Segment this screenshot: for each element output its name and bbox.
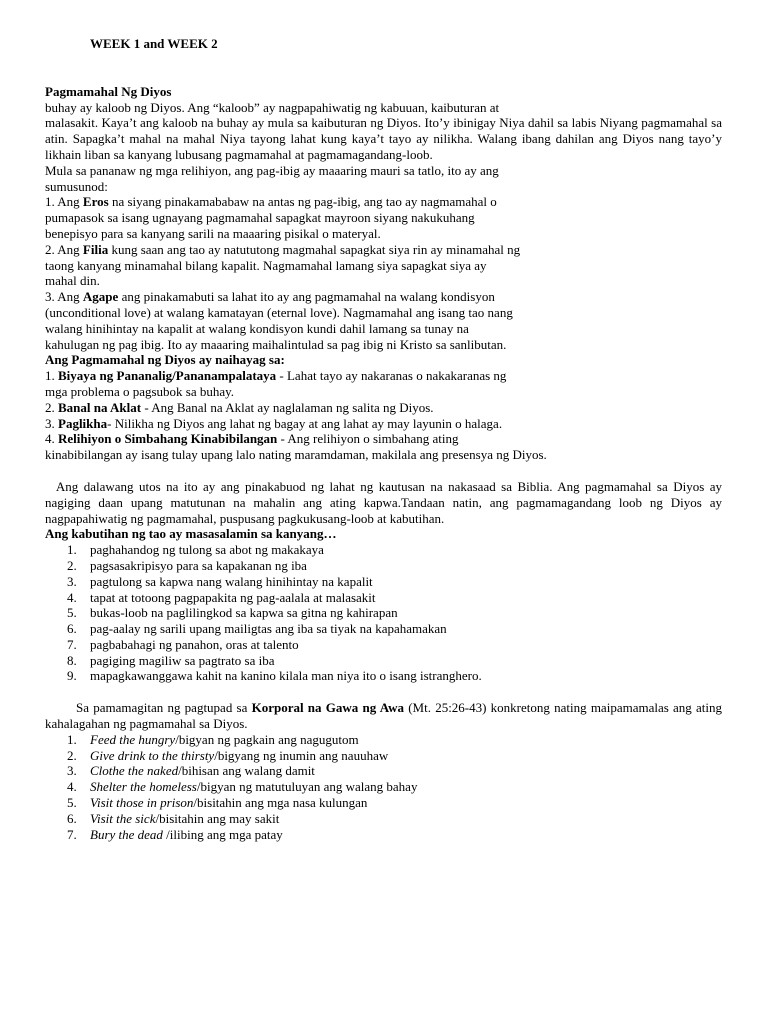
- list-number: 8.: [67, 652, 77, 668]
- list-item: [45, 795, 722, 811]
- list-number: 4.: [67, 589, 77, 605]
- list-number: 6.: [67, 810, 77, 826]
- tagalog-text: /ilibing ang mga patay: [166, 826, 283, 842]
- list-item: [45, 779, 722, 795]
- list-item: 2. Banal na Aklat - Ang Banal na Aklat ay naglalaman ng salita ng Diyos.: [45, 399, 434, 415]
- english-text: Visit those in prison: [90, 795, 194, 811]
- list-item-text: mapagkawanggawa kahit na kanino kilala man niya ito o isang istranghero.: [90, 668, 482, 684]
- list-item-text: pagiging magiliw sa pagtrato sa iba: [90, 652, 275, 668]
- paragraph-line: buhay ay kaloob ng Diyos. Ang “kaloob” ay nagpapahiwatig ng kabuuan, kaibuturan at: [45, 99, 500, 115]
- list-number: 7.: [67, 826, 77, 842]
- list-number: 3.: [67, 573, 77, 589]
- list-number: 9.: [67, 668, 77, 684]
- list-item: [45, 621, 722, 637]
- list-number: 2.: [67, 747, 77, 763]
- tagalog-text: /bisitahin ang may sakit: [155, 810, 280, 826]
- list-item: [45, 542, 722, 558]
- list-number: 2.: [67, 557, 77, 573]
- list-item-text: bukas-loob na paglilingkod sa kapwa sa gitna ng kahirapan: [90, 605, 398, 621]
- list-number: 5.: [67, 795, 77, 811]
- paragraph: Sa pamamagitan ng pagtupad sa Korporal na Gawa ng Awa (Mt. 25:26-43) konkretong nating maipamamalas ang ating kahalagahan ng pagmamahal sa Diyos.: [45, 700, 722, 732]
- love-type-filia: 2. Ang Filia kung saan ang tao ay natututong magmahal sapagkat siya rin ay minamahal ng taong kanyang minamahal bilang kapalit. Nagmamahal lamang siya sapagkat siya ay mahal din.: [45, 241, 521, 289]
- list-item: 1. Biyaya ng Pananalig/Pananampalataya - Lahat tayo ay nakaranas o nakakaranas ng: [45, 368, 507, 384]
- tagalog-text: /bigyang ng inumin ang nauuhaw: [214, 747, 389, 763]
- list-item: [45, 827, 722, 843]
- list-item: [45, 574, 722, 590]
- list-number: 1.: [67, 542, 77, 558]
- list-number: 4.: [67, 779, 77, 795]
- korporal-list: [45, 732, 722, 843]
- section-pagmamahal-ng-diyos: [45, 84, 722, 353]
- english-text: Bury the dead: [90, 826, 167, 842]
- list-item-text: paghahandog ng tulong sa abot ng makakaya: [90, 542, 324, 558]
- list-item: [45, 732, 722, 748]
- list-item: [45, 637, 722, 653]
- list-number: 7.: [67, 636, 77, 652]
- kabutihan-list: [45, 542, 722, 684]
- paragraph-line: Mula sa pananaw ng mga relihiyon, ang pag-ibig ay maaaring mauri sa tatlo, ito ay ang: [45, 162, 499, 178]
- list-item: [45, 653, 722, 669]
- list-item: [45, 558, 722, 574]
- week-title: WEEK 1 and WEEK 2: [90, 36, 218, 51]
- term-agape: Agape: [82, 289, 119, 305]
- love-type-eros: 1. Ang Eros na siyang pinakamababaw na antas ng pag-ibig, ang tao ay nagmamahal o pumapasok sa isang ugnayang pagmamahal sapagkat mayroon siyang nakukuhang benepisyo para sa kanyang sarili na maaaring pisikal o materyal.: [45, 194, 497, 241]
- term-filia: Filia: [82, 241, 109, 257]
- list-item: [45, 605, 722, 621]
- paragraph-line: sumusunod:: [45, 178, 108, 194]
- love-type-agape: 3. Ang Agape ang pinakamabuti sa lahat ito ay ang pagmamahal na walang kondisyon (unconditional love) at walang kamatayan (eternal love). Nagmamahal ang isang tao nang walang hinihintay na kapalit at walang kondisyon kundi dahil lamang sa tunay na kahulugan ng pag ibig. Ito ay maaaring maihalintulad sa pag ibig ni Kristo sa sanlibutan.: [45, 289, 513, 352]
- section-kabutihan: [45, 478, 726, 684]
- list-item: [45, 668, 722, 684]
- section-heading: Ang kabutihan ng tao ay masasalamin sa kanyang…: [45, 526, 337, 542]
- tagalog-text: /bigyan ng pagkain ang nagugutom: [175, 731, 359, 747]
- list-item-text: pagtulong sa kapwa nang walang hinihintay na kapalit: [90, 573, 373, 589]
- list-number: 5.: [67, 605, 77, 621]
- term-eros: Eros: [82, 194, 109, 210]
- english-text: Give drink to the thirsty: [90, 747, 215, 763]
- list-item-text: pag-aalay ng sarili upang mailigtas ang iba sa tiyak na kapahamakan: [90, 621, 447, 637]
- spacer: [45, 684, 722, 700]
- list-number: 1.: [67, 731, 77, 747]
- english-text: Feed the hungry: [90, 731, 176, 747]
- spacer: [45, 463, 722, 479]
- english-text: Visit the sick: [90, 810, 156, 826]
- list-item: [45, 748, 722, 764]
- english-text: Clothe the naked: [90, 763, 179, 779]
- list-item: [45, 590, 722, 606]
- section-naihayag: [45, 352, 722, 463]
- list-number: 3.: [67, 763, 77, 779]
- list-item-text: pagbabahagi ng panahon, oras at talento: [90, 636, 299, 652]
- english-text: Shelter the homeless: [90, 779, 197, 795]
- tagalog-text: /bisitahin ang mga nasa kulungan: [193, 795, 368, 811]
- tagalog-text: /bigyan ng matutuluyan ang walang bahay: [196, 779, 418, 795]
- list-item: 4. Relihiyon o Simbahang Kinabibilangan - Ang relihiyon o simbahang ating: [45, 431, 459, 447]
- section-heading: Ang Pagmamahal ng Diyos ay naihayag sa:: [45, 352, 285, 368]
- list-item: [45, 763, 722, 779]
- paragraph: Ang dalawang utos na ito ay ang pinakabuod ng lahat ng kautusan na nakasaad sa Biblia. Ang pagmamahal sa Diyos ay nagiging daan upang matutunan na mahalin ang ating kapwa.Tandaan natin, ang pagmamagandang loob ng Diyos ay nagpapahiwatig ng pagmamahal, puspusang pagkukusang-loob at kabutihan.: [45, 478, 726, 526]
- list-item-continuation: kinabibilangan ay isang tulay upang lalo nating maramdaman, makilala ang presensya ng Diyos.: [45, 447, 547, 463]
- list-item: [45, 811, 722, 827]
- section-heading: Pagmamahal Ng Diyos: [45, 83, 172, 99]
- list-item-continuation: mga problema o pagsubok sa buhay.: [45, 383, 235, 399]
- tagalog-text: /bihisan ang walang damit: [178, 763, 315, 779]
- list-item-text: pagsasakripisyo para sa kapakanan ng iba: [90, 557, 307, 573]
- section-korporal: [45, 700, 722, 842]
- document-page: [45, 36, 726, 842]
- list-item: 3. Paglikha- Nilikha ng Diyos ang lahat ng bagay at ang lahat ay may layunin o halaga.: [45, 415, 503, 431]
- paragraph: malasakit. Kaya’t ang kaloob na buhay ay mula sa kaibuturan ng Diyos. Ito’y ibinigay Niya dahil sa labis Niyang pagmamahal sa atin. Sapagka’t mahal na mahal Niya tayong lahat kung kaya’t tayo ay nilikha. Walang ibang dahilan ang Diyos nang tayo’y likhain liban sa kanyang lubusang pagmamahal at pagmamagandang-loob.: [45, 115, 722, 162]
- list-item-text: tapat at totoong pagpapakita ng pag-aalala at malasakit: [90, 589, 376, 605]
- list-number: 6.: [67, 621, 77, 637]
